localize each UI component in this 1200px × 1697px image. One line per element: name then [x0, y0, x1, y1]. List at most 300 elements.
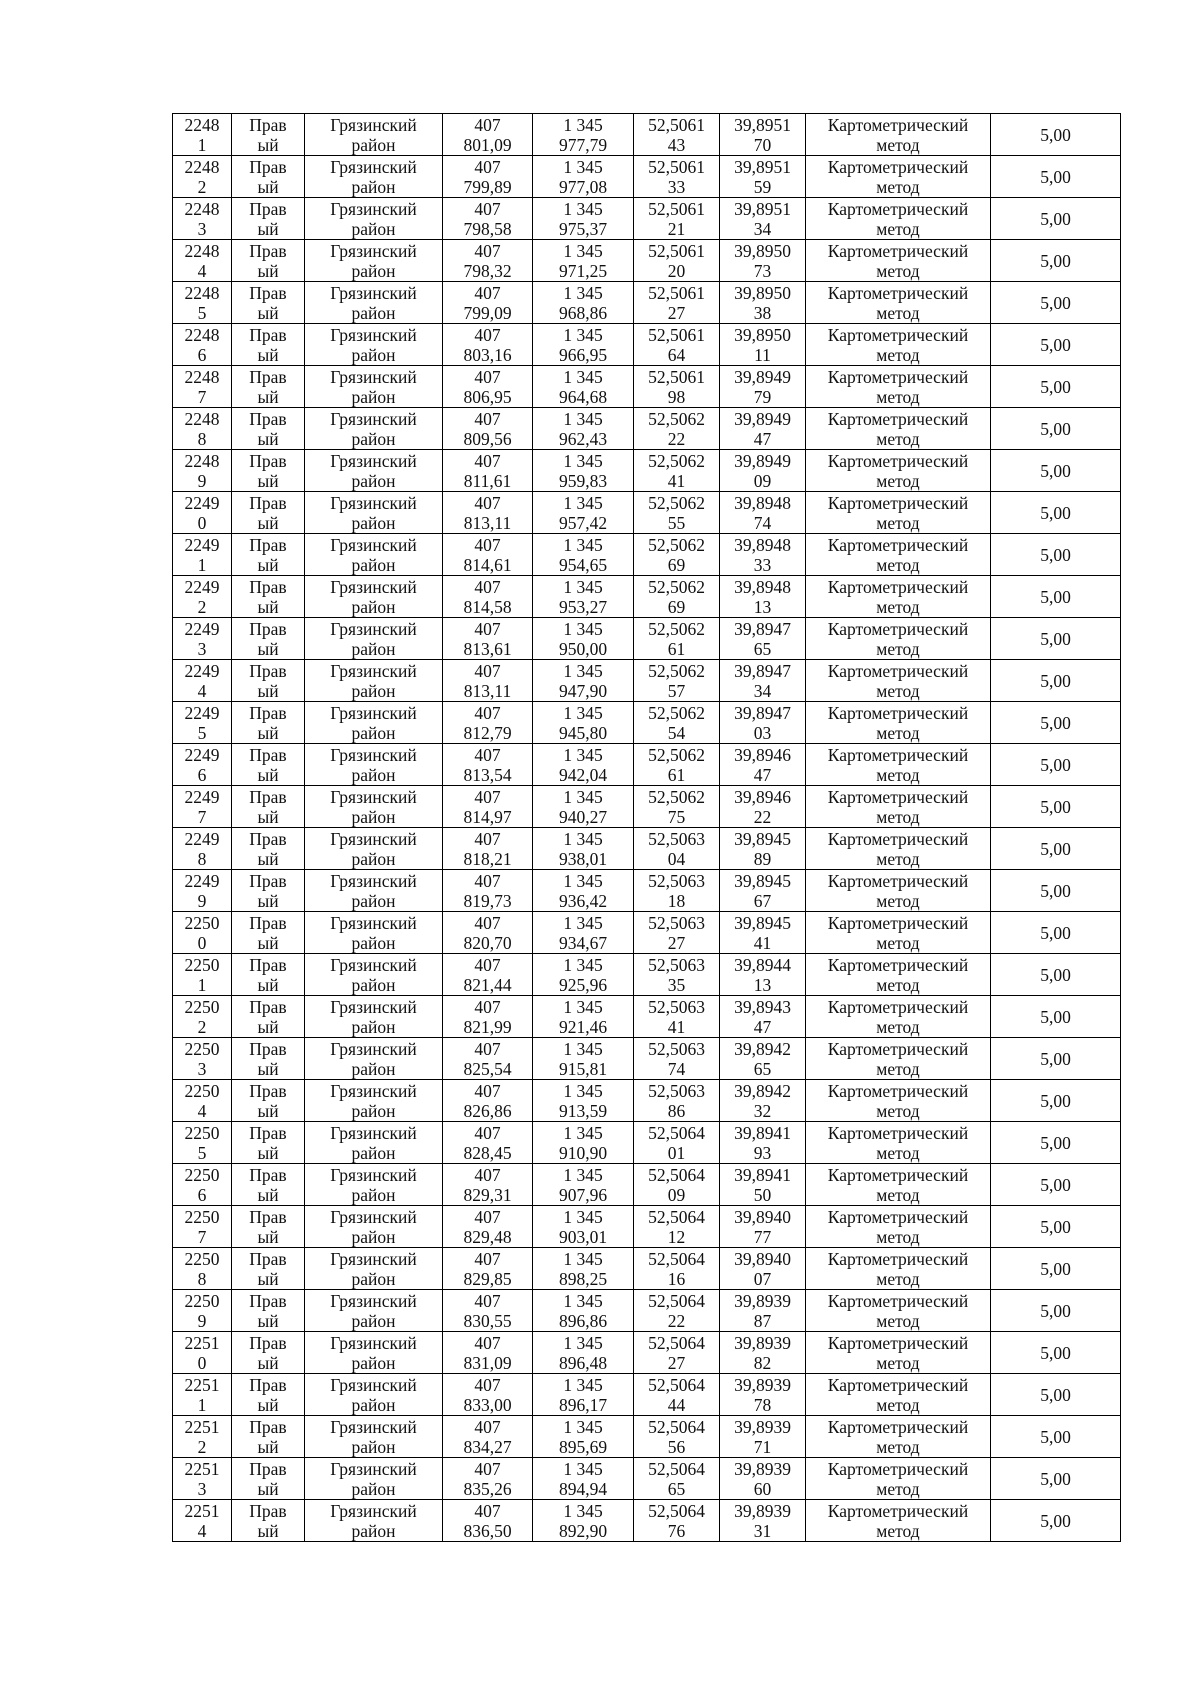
district-cell-line: район [351, 1352, 396, 1373]
table-row [173, 576, 1121, 618]
accuracy-cell [991, 660, 1121, 702]
accuracy-cell-value: 5,00 [1040, 712, 1071, 733]
x-coordinate-cell [443, 954, 533, 996]
table-row [173, 114, 1121, 156]
method-cell-line: Картометрический [827, 450, 969, 471]
district-cell-line: Грязинский [330, 1416, 417, 1437]
method-cell [806, 156, 991, 198]
side-cell-line: ый [257, 806, 279, 827]
longitude-cell [720, 492, 806, 534]
accuracy-cell [991, 1458, 1121, 1500]
method-cell-line: Картометрический [827, 828, 969, 849]
method-cell [806, 1122, 991, 1164]
longitude-cell-line: 39,8943 [734, 996, 791, 1017]
x-coordinate-cell-line: 831,09 [463, 1352, 512, 1373]
method-cell [806, 1416, 991, 1458]
point-number-cell-line: 2250 [184, 996, 220, 1017]
latitude-cell-line: 52,5061 [648, 114, 705, 135]
side-cell-line: Прав [249, 1164, 287, 1185]
longitude-cell [720, 1374, 806, 1416]
y-coordinate-cell [533, 870, 634, 912]
x-coordinate-cell-line: 814,58 [463, 596, 512, 617]
y-coordinate-cell-line: 892,90 [558, 1520, 608, 1541]
latitude-cell-line: 52,5062 [648, 534, 705, 555]
longitude-cell-line: 93 [753, 1142, 772, 1163]
point-number-cell [173, 1374, 232, 1416]
longitude-cell-line: 79 [753, 386, 772, 407]
y-coordinate-cell [533, 492, 634, 534]
side-cell-line: Прав [249, 282, 287, 303]
point-number-cell-line: 2249 [184, 870, 220, 891]
district-cell [305, 156, 443, 198]
district-cell-line: Грязинский [330, 156, 417, 177]
method-cell-line: метод [876, 722, 920, 743]
x-coordinate-cell-line: 407 [474, 744, 501, 765]
x-coordinate-cell [443, 282, 533, 324]
side-cell-line: Прав [249, 954, 287, 975]
latitude-cell-line: 27 [667, 932, 686, 953]
y-coordinate-cell [533, 828, 634, 870]
method-cell [806, 954, 991, 996]
district-cell-line: район [351, 1100, 396, 1121]
y-coordinate-cell-line: 962,43 [558, 428, 608, 449]
method-cell [806, 534, 991, 576]
point-number-cell [173, 492, 232, 534]
accuracy-cell-value: 5,00 [1040, 1006, 1071, 1027]
x-coordinate-cell [443, 1080, 533, 1122]
y-coordinate-cell-line: 950,00 [558, 638, 608, 659]
x-coordinate-cell-line: 407 [474, 576, 501, 597]
side-cell-line: Прав [249, 1206, 287, 1227]
point-number-cell [173, 240, 232, 282]
longitude-cell [720, 1458, 806, 1500]
method-cell [806, 450, 991, 492]
y-coordinate-cell-line: 907,96 [558, 1184, 608, 1205]
method-cell-line: метод [876, 1352, 920, 1373]
point-number-cell-line: 2249 [184, 828, 220, 849]
longitude-cell-line: 65 [753, 1058, 772, 1079]
district-cell-line: район [351, 764, 396, 785]
latitude-cell-line: 27 [667, 302, 686, 323]
latitude-cell-line: 52,5061 [648, 366, 705, 387]
y-coordinate-cell-line: 896,48 [558, 1352, 608, 1373]
district-cell-line: район [351, 260, 396, 281]
side-cell-line: ый [257, 260, 279, 281]
district-cell-line: Грязинский [330, 1458, 417, 1479]
x-coordinate-cell-line: 799,09 [463, 302, 512, 323]
side-cell [232, 744, 305, 786]
district-cell-line: район [351, 302, 396, 323]
x-coordinate-cell-line: 825,54 [463, 1058, 512, 1079]
district-cell [305, 1500, 443, 1542]
y-coordinate-cell-line: 977,79 [558, 134, 608, 155]
longitude-cell-line: 39,8946 [734, 744, 791, 765]
table-row [173, 492, 1121, 534]
district-cell-line: район [351, 1142, 396, 1163]
side-cell-line: Прав [249, 492, 287, 513]
table-body [173, 114, 1121, 1542]
x-coordinate-cell [443, 576, 533, 618]
table-row [173, 1374, 1121, 1416]
y-coordinate-cell [533, 240, 634, 282]
side-cell-line: ый [257, 1268, 279, 1289]
district-cell-line: Грязинский [330, 240, 417, 261]
x-coordinate-cell-line: 407 [474, 1164, 501, 1185]
longitude-cell-line: 39,8942 [734, 1080, 791, 1101]
district-cell-line: район [351, 1478, 396, 1499]
longitude-cell-line: 39,8940 [734, 1206, 791, 1227]
point-number-cell-line: 0 [197, 932, 207, 953]
side-cell [232, 114, 305, 156]
x-coordinate-cell-line: 407 [474, 534, 501, 555]
accuracy-cell-value: 5,00 [1040, 838, 1071, 859]
longitude-cell [720, 408, 806, 450]
longitude-cell-line: 39,8949 [734, 450, 791, 471]
side-cell-line: ый [257, 218, 279, 239]
y-coordinate-cell-line: 1 345 [563, 198, 603, 219]
accuracy-cell [991, 492, 1121, 534]
district-cell [305, 492, 443, 534]
method-cell-line: Картометрический [827, 1164, 969, 1185]
latitude-cell-line: 21 [667, 218, 686, 239]
side-cell [232, 1206, 305, 1248]
point-number-cell-line: 2248 [184, 114, 220, 135]
x-coordinate-cell-line: 813,11 [463, 680, 512, 701]
longitude-cell-line: 39,8939 [734, 1458, 791, 1479]
latitude-cell-line: 20 [667, 260, 686, 281]
district-cell [305, 198, 443, 240]
side-cell-line: ый [257, 596, 279, 617]
longitude-cell-line: 39,8945 [734, 912, 791, 933]
side-cell [232, 1332, 305, 1374]
district-cell-line: Грязинский [330, 870, 417, 891]
side-cell-line: Прав [249, 366, 287, 387]
longitude-cell-line: 09 [753, 470, 772, 491]
x-coordinate-cell-line: 813,61 [463, 638, 512, 659]
point-number-cell-line: 2249 [184, 492, 220, 513]
y-coordinate-cell-line: 945,80 [558, 722, 608, 743]
point-number-cell-line: 5 [197, 722, 207, 743]
district-cell [305, 744, 443, 786]
point-number-cell [173, 1332, 232, 1374]
table-row [173, 408, 1121, 450]
accuracy-cell-value: 5,00 [1040, 544, 1071, 565]
district-cell-line: район [351, 512, 396, 533]
x-coordinate-cell [443, 1500, 533, 1542]
longitude-cell-line: 39,8939 [734, 1416, 791, 1437]
district-cell-line: Грязинский [330, 702, 417, 723]
latitude-cell [634, 1290, 720, 1332]
table-row [173, 324, 1121, 366]
side-cell-line: ый [257, 680, 279, 701]
table-row [173, 828, 1121, 870]
longitude-cell-line: 60 [753, 1478, 772, 1499]
latitude-cell [634, 114, 720, 156]
district-cell-line: район [351, 890, 396, 911]
method-cell-line: метод [876, 1058, 920, 1079]
y-coordinate-cell-line: 1 345 [563, 828, 603, 849]
side-cell-line: ый [257, 554, 279, 575]
method-cell-line: Картометрический [827, 1248, 969, 1269]
side-cell-line: Прав [249, 870, 287, 891]
latitude-cell-line: 18 [667, 890, 686, 911]
district-cell [305, 576, 443, 618]
longitude-cell-line: 39,8939 [734, 1332, 791, 1353]
x-coordinate-cell-line: 407 [474, 282, 501, 303]
point-number-cell [173, 198, 232, 240]
longitude-cell-line: 47 [753, 428, 772, 449]
method-cell-line: Картометрический [827, 618, 969, 639]
method-cell [806, 366, 991, 408]
x-coordinate-cell-line: 407 [474, 1038, 501, 1059]
x-coordinate-cell-line: 407 [474, 1206, 501, 1227]
method-cell-line: метод [876, 1478, 920, 1499]
coordinates-table [172, 113, 1121, 1542]
side-cell [232, 492, 305, 534]
district-cell-line: район [351, 722, 396, 743]
point-number-cell-line: 2251 [184, 1416, 220, 1437]
latitude-cell [634, 702, 720, 744]
y-coordinate-cell-line: 1 345 [563, 156, 603, 177]
x-coordinate-cell-line: 826,86 [463, 1100, 512, 1121]
method-cell [806, 996, 991, 1038]
method-cell [806, 828, 991, 870]
table-row [173, 1038, 1121, 1080]
accuracy-cell-value: 5,00 [1040, 1510, 1071, 1531]
y-coordinate-cell-line: 1 345 [563, 1374, 603, 1395]
side-cell-line: ый [257, 1184, 279, 1205]
point-number-cell [173, 1080, 232, 1122]
district-cell-line: Грязинский [330, 996, 417, 1017]
district-cell-line: Грязинский [330, 1206, 417, 1227]
latitude-cell-line: 09 [667, 1184, 686, 1205]
y-coordinate-cell-line: 1 345 [563, 282, 603, 303]
point-number-cell-line: 2248 [184, 282, 220, 303]
method-cell [806, 408, 991, 450]
district-cell-line: Грязинский [330, 450, 417, 471]
point-number-cell [173, 408, 232, 450]
latitude-cell-line: 52,5062 [648, 744, 705, 765]
y-coordinate-cell-line: 1 345 [563, 702, 603, 723]
side-cell-line: ый [257, 176, 279, 197]
point-number-cell [173, 1248, 232, 1290]
accuracy-cell-value: 5,00 [1040, 418, 1071, 439]
method-cell [806, 324, 991, 366]
point-number-cell-line: 7 [197, 806, 207, 827]
method-cell-line: Картометрический [827, 282, 969, 303]
district-cell [305, 954, 443, 996]
district-cell [305, 408, 443, 450]
method-cell-line: метод [876, 1268, 920, 1289]
side-cell-line: Прав [249, 1248, 287, 1269]
accuracy-cell [991, 1290, 1121, 1332]
y-coordinate-cell-line: 1 345 [563, 240, 603, 261]
district-cell-line: Грязинский [330, 954, 417, 975]
latitude-cell [634, 744, 720, 786]
side-cell-line: Прав [249, 534, 287, 555]
method-cell [806, 576, 991, 618]
longitude-cell-line: 11 [754, 344, 771, 365]
y-coordinate-cell-line: 1 345 [563, 1248, 603, 1269]
longitude-cell-line: 39,8939 [734, 1500, 791, 1521]
x-coordinate-cell-line: 407 [474, 660, 501, 681]
point-number-cell-line: 0 [197, 512, 207, 533]
method-cell-line: Картометрический [827, 576, 969, 597]
point-number-cell [173, 870, 232, 912]
y-coordinate-cell-line: 1 345 [563, 1500, 603, 1521]
district-cell [305, 1290, 443, 1332]
method-cell-line: метод [876, 848, 920, 869]
district-cell-line: Грязинский [330, 1290, 417, 1311]
y-coordinate-cell [533, 576, 634, 618]
longitude-cell [720, 828, 806, 870]
y-coordinate-cell [533, 1416, 634, 1458]
point-number-cell-line: 2250 [184, 1206, 220, 1227]
method-cell-line: Картометрический [827, 870, 969, 891]
side-cell [232, 534, 305, 576]
latitude-cell-line: 33 [667, 176, 686, 197]
accuracy-cell-value: 5,00 [1040, 670, 1071, 691]
x-coordinate-cell-line: 798,32 [463, 260, 512, 281]
longitude-cell [720, 996, 806, 1038]
table-row [173, 1332, 1121, 1374]
y-coordinate-cell-line: 971,25 [558, 260, 608, 281]
side-cell-line: Прав [249, 1290, 287, 1311]
method-cell [806, 618, 991, 660]
longitude-cell [720, 912, 806, 954]
x-coordinate-cell [443, 1290, 533, 1332]
latitude-cell [634, 1248, 720, 1290]
y-coordinate-cell-line: 938,01 [558, 848, 608, 869]
latitude-cell-line: 52,5062 [648, 492, 705, 513]
method-cell-line: метод [876, 1520, 920, 1541]
accuracy-cell-value: 5,00 [1040, 376, 1071, 397]
latitude-cell [634, 618, 720, 660]
latitude-cell [634, 282, 720, 324]
latitude-cell [634, 1164, 720, 1206]
y-coordinate-cell [533, 1458, 634, 1500]
method-cell-line: метод [876, 1016, 920, 1037]
latitude-cell-line: 52,5063 [648, 912, 705, 933]
y-coordinate-cell-line: 1 345 [563, 1332, 603, 1353]
latitude-cell-line: 52,5061 [648, 156, 705, 177]
longitude-cell-line: 39,8945 [734, 828, 791, 849]
latitude-cell [634, 786, 720, 828]
latitude-cell-line: 61 [667, 764, 686, 785]
x-coordinate-cell-line: 811,61 [463, 470, 512, 491]
side-cell-line: Прав [249, 1038, 287, 1059]
x-coordinate-cell [443, 1416, 533, 1458]
point-number-cell-line: 2248 [184, 324, 220, 345]
latitude-cell-line: 01 [667, 1142, 686, 1163]
method-cell-line: метод [876, 932, 920, 953]
x-coordinate-cell [443, 492, 533, 534]
side-cell-line: ый [257, 974, 279, 995]
method-cell-line: Картометрический [827, 156, 969, 177]
accuracy-cell [991, 114, 1121, 156]
longitude-cell-line: 39,8946 [734, 786, 791, 807]
accuracy-cell [991, 618, 1121, 660]
district-cell [305, 282, 443, 324]
point-number-cell-line: 8 [197, 428, 207, 449]
method-cell [806, 786, 991, 828]
method-cell [806, 1080, 991, 1122]
accuracy-cell [991, 828, 1121, 870]
method-cell [806, 912, 991, 954]
table-row [173, 954, 1121, 996]
district-cell [305, 702, 443, 744]
accuracy-cell [991, 1332, 1121, 1374]
latitude-cell-line: 86 [667, 1100, 686, 1121]
y-coordinate-cell-line: 977,08 [558, 176, 608, 197]
point-number-cell-line: 8 [197, 848, 207, 869]
point-number-cell-line: 3 [197, 1058, 207, 1079]
point-number-cell [173, 324, 232, 366]
district-cell-line: Грязинский [330, 912, 417, 933]
latitude-cell-line: 52,5062 [648, 618, 705, 639]
side-cell-line: ый [257, 1142, 279, 1163]
point-number-cell [173, 1416, 232, 1458]
x-coordinate-cell-line: 809,56 [463, 428, 512, 449]
district-cell-line: Грязинский [330, 576, 417, 597]
y-coordinate-cell [533, 1164, 634, 1206]
longitude-cell [720, 240, 806, 282]
y-coordinate-cell-line: 1 345 [563, 954, 603, 975]
y-coordinate-cell-line: 1 345 [563, 1038, 603, 1059]
y-coordinate-cell-line: 921,46 [558, 1016, 608, 1037]
side-cell-line: Прав [249, 1500, 287, 1521]
district-cell [305, 1080, 443, 1122]
side-cell-line: ый [257, 302, 279, 323]
y-coordinate-cell-line: 1 345 [563, 492, 603, 513]
longitude-cell [720, 1206, 806, 1248]
y-coordinate-cell-line: 953,27 [558, 596, 608, 617]
latitude-cell [634, 408, 720, 450]
district-cell-line: район [351, 1436, 396, 1457]
point-number-cell-line: 2249 [184, 534, 220, 555]
accuracy-cell-value: 5,00 [1040, 1174, 1071, 1195]
method-cell-line: Картометрический [827, 996, 969, 1017]
point-number-cell [173, 660, 232, 702]
point-number-cell [173, 114, 232, 156]
point-number-cell-line: 2250 [184, 1080, 220, 1101]
y-coordinate-cell [533, 450, 634, 492]
latitude-cell-line: 75 [667, 806, 686, 827]
x-coordinate-cell-line: 407 [474, 1332, 501, 1353]
longitude-cell [720, 702, 806, 744]
district-cell-line: район [351, 1520, 396, 1541]
method-cell [806, 1038, 991, 1080]
side-cell-line: ый [257, 932, 279, 953]
latitude-cell [634, 996, 720, 1038]
method-cell-line: метод [876, 596, 920, 617]
y-coordinate-cell [533, 1038, 634, 1080]
point-number-cell-line: 1 [197, 1394, 207, 1415]
y-coordinate-cell [533, 1080, 634, 1122]
x-coordinate-cell [443, 828, 533, 870]
y-coordinate-cell-line: 1 345 [563, 366, 603, 387]
latitude-cell-line: 64 [667, 344, 686, 365]
latitude-cell [634, 324, 720, 366]
point-number-cell-line: 2248 [184, 366, 220, 387]
y-coordinate-cell-line: 942,04 [558, 764, 608, 785]
table-row [173, 534, 1121, 576]
longitude-cell [720, 366, 806, 408]
accuracy-cell [991, 702, 1121, 744]
x-coordinate-cell-line: 407 [474, 912, 501, 933]
point-number-cell-line: 2251 [184, 1374, 220, 1395]
accuracy-cell-value: 5,00 [1040, 1426, 1071, 1447]
